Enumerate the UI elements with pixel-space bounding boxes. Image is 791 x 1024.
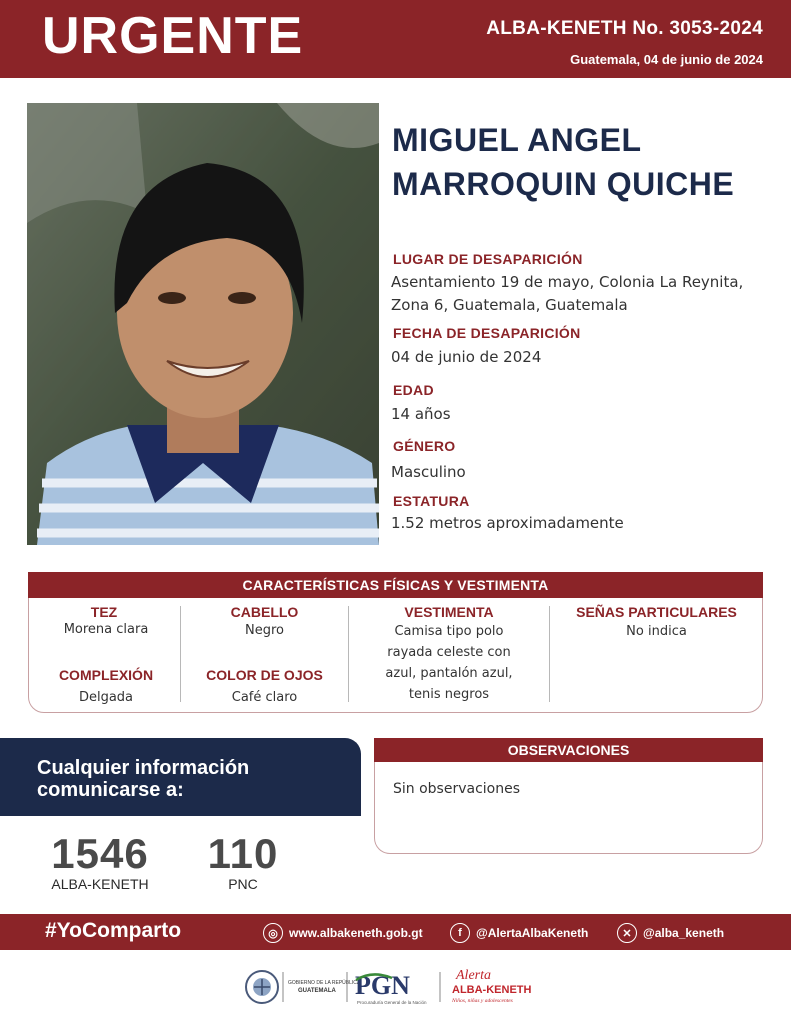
contact-line2: comunicarse a:	[37, 779, 184, 801]
phone-alba-keneth[interactable]: 1546	[51, 830, 149, 877]
urgent-title: URGENTE	[42, 7, 304, 65]
x-text: @alba_keneth	[643, 926, 725, 940]
height-label: ESTATURA	[393, 493, 470, 509]
website-link[interactable]	[263, 921, 423, 945]
facebook-link[interactable]	[450, 921, 588, 945]
observations-title: OBSERVACIONES	[374, 738, 763, 762]
observations-text: Sin observaciones	[393, 781, 521, 797]
alba-keneth-text: ALBA-KENETH	[452, 984, 532, 996]
hair-value: Negro	[245, 623, 284, 638]
hair-label: CABELLO	[230, 604, 299, 620]
complexion-label: COMPLEXIÓN	[58, 667, 154, 683]
gender-label: GÉNERO	[393, 438, 456, 454]
facebook-icon: f	[450, 923, 470, 943]
clothing-line4: tenis negros	[408, 687, 490, 702]
marks-label: SEÑAS PARTICULARES	[576, 604, 737, 620]
person-name-line2: MARROQUIN QUICHE	[392, 166, 735, 202]
globe-icon: ◎	[263, 923, 283, 943]
gov-seal-logo	[246, 971, 278, 1003]
pgn-text: PGN	[355, 971, 410, 1000]
eyes-label: COLOR DE OJOS	[206, 667, 323, 683]
clothing-line1: Camisa tipo polo	[394, 624, 504, 639]
phone-pnc-label: PNC	[228, 876, 258, 892]
person-name	[392, 118, 787, 206]
logos-row	[0, 962, 791, 1012]
place-label: LUGAR DE DESAPARICIÓN	[393, 251, 583, 267]
clothing-value	[349, 621, 549, 705]
gov-text-2: GUATEMALA	[298, 988, 336, 994]
pgn-sub: Procuraduría General de la Nación	[357, 1000, 427, 1005]
phone-alba-keneth-label: ALBA-KENETH	[51, 876, 149, 892]
clothing-label: VESTIMENTA	[404, 604, 494, 620]
age-value: 14 años	[391, 405, 451, 423]
missing-person-photo	[27, 103, 379, 545]
alerta-alba-keneth-logo	[451, 968, 531, 1004]
eyes-value: Café claro	[231, 690, 298, 705]
hashtag: #YoComparto	[45, 919, 182, 942]
person-name-line1: MIGUEL ANGEL	[392, 122, 642, 158]
ninos-text: Niños, niñas y adolescentes	[452, 998, 513, 1004]
place-line2: Zona 6, Guatemala, Guatemala	[391, 296, 628, 314]
age-label: EDAD	[393, 382, 434, 398]
gender-value: Masculino	[391, 463, 466, 481]
clothing-line2: rayada celeste con	[387, 645, 511, 660]
characteristics-title: CARACTERÍSTICAS FÍSICAS Y VESTIMENTA	[28, 572, 763, 598]
gov-text-1: GOBIERNO DE LA REPÚBLICA	[288, 980, 361, 986]
facebook-text: @AlertaAlbaKeneth	[476, 926, 589, 940]
height-value: 1.52 metros aproximadamente	[391, 514, 624, 532]
alerta-text: Alerta	[456, 968, 491, 983]
place-value	[391, 271, 743, 317]
date-value: 04 de junio de 2024	[391, 348, 542, 366]
tez-value: Morena clara	[63, 622, 149, 637]
tez-label: TEZ	[90, 604, 118, 620]
place-line1: Asentamiento 19 de mayo, Colonia La Reynita,	[391, 273, 744, 291]
contact-line1: Cualquier información	[37, 757, 250, 779]
complexion-value: Delgada	[78, 690, 134, 705]
website-text: www.albakeneth.gob.gt	[289, 926, 423, 940]
marks-value: No indica	[626, 624, 687, 639]
x-icon: ✕	[617, 923, 637, 943]
contact-text	[37, 757, 249, 801]
case-number: ALBA-KENETH No. 3053-2024	[486, 18, 763, 39]
pgn-logo	[355, 971, 427, 1005]
clothing-line3: azul, pantalón azul,	[385, 666, 513, 681]
case-date: Guatemala, 04 de junio de 2024	[570, 52, 763, 67]
x-link[interactable]	[617, 921, 724, 945]
date-label: FECHA DE DESAPARICIÓN	[393, 325, 581, 341]
phone-pnc[interactable]: 110	[207, 830, 279, 877]
